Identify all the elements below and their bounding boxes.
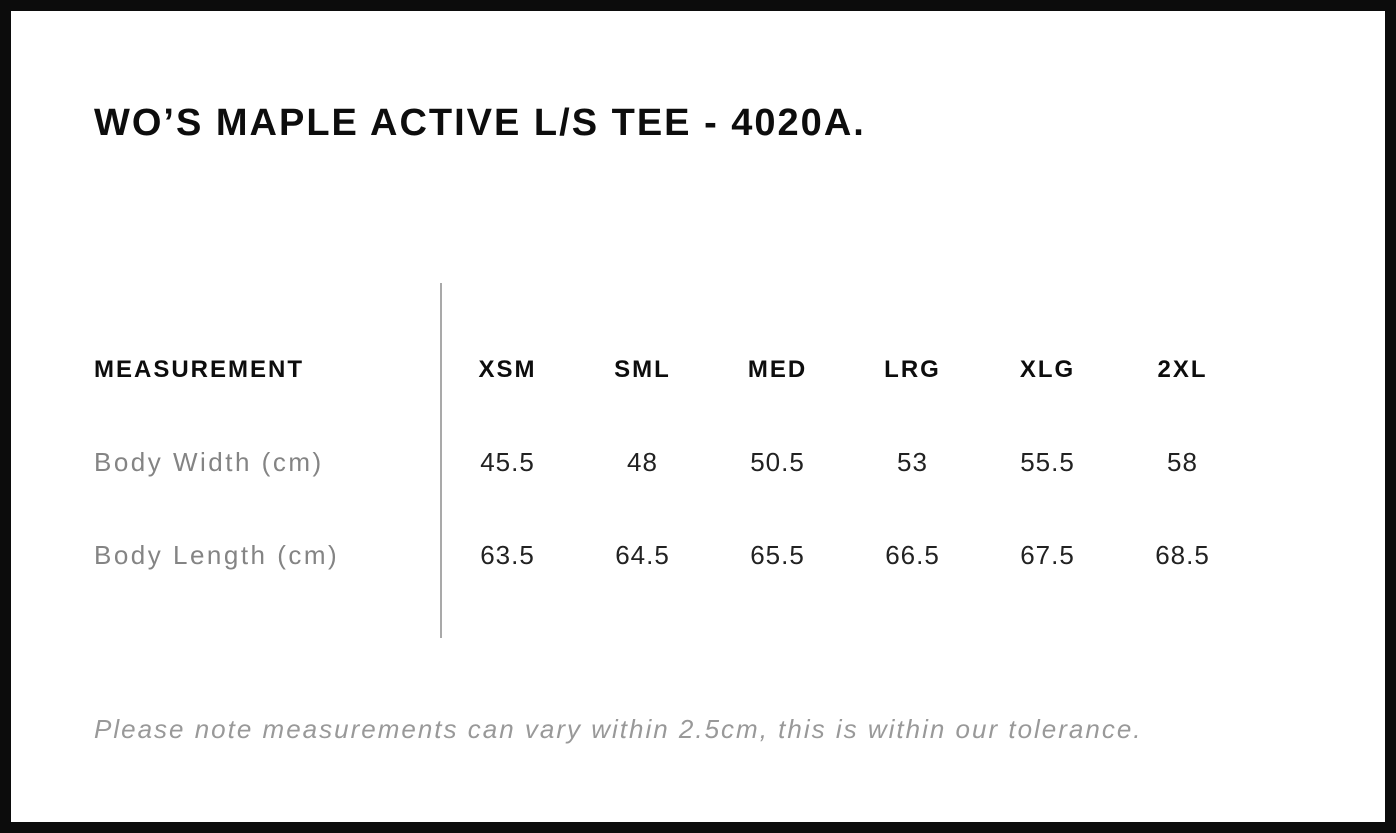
table-row-body-width — [94, 416, 1250, 509]
size-header-xlg: XLG — [1019, 355, 1076, 383]
body-length-med: 65.5 — [750, 540, 805, 570]
table-header-row — [94, 323, 1250, 416]
body-width-sml: 48 — [627, 447, 658, 477]
body-length-2xl: 68.5 — [1155, 540, 1210, 570]
table-row-body-length — [94, 509, 1250, 602]
tolerance-note: Please note measurements can vary within 2.5cm, this is within our tolerance. — [94, 714, 1143, 744]
size-header-med: MED — [747, 355, 808, 383]
body-width-med: 50.5 — [750, 447, 805, 477]
size-header-2xl: 2XL — [1157, 355, 1208, 383]
table-divider-line — [440, 283, 442, 638]
measurement-column-header: MEASUREMENT — [94, 355, 305, 383]
body-width-xsm: 45.5 — [480, 447, 535, 477]
size-chart-table — [94, 283, 1250, 638]
body-length-xlg: 67.5 — [1020, 540, 1075, 570]
body-length-sml: 64.5 — [615, 540, 670, 570]
size-header-lrg: LRG — [884, 355, 941, 383]
row-label-body-width: Body Width (cm) — [94, 447, 324, 477]
size-header-xsm: XSM — [478, 355, 537, 383]
body-width-lrg: 53 — [897, 447, 928, 477]
body-length-xsm: 63.5 — [480, 540, 535, 570]
page-title: WO’S MAPLE ACTIVE L/S TEE - 4020A. — [94, 102, 866, 144]
body-width-2xl: 58 — [1167, 447, 1198, 477]
row-label-body-length: Body Length (cm) — [94, 540, 340, 570]
body-width-xlg: 55.5 — [1020, 447, 1075, 477]
body-length-lrg: 66.5 — [885, 540, 940, 570]
size-header-sml: SML — [614, 355, 671, 383]
